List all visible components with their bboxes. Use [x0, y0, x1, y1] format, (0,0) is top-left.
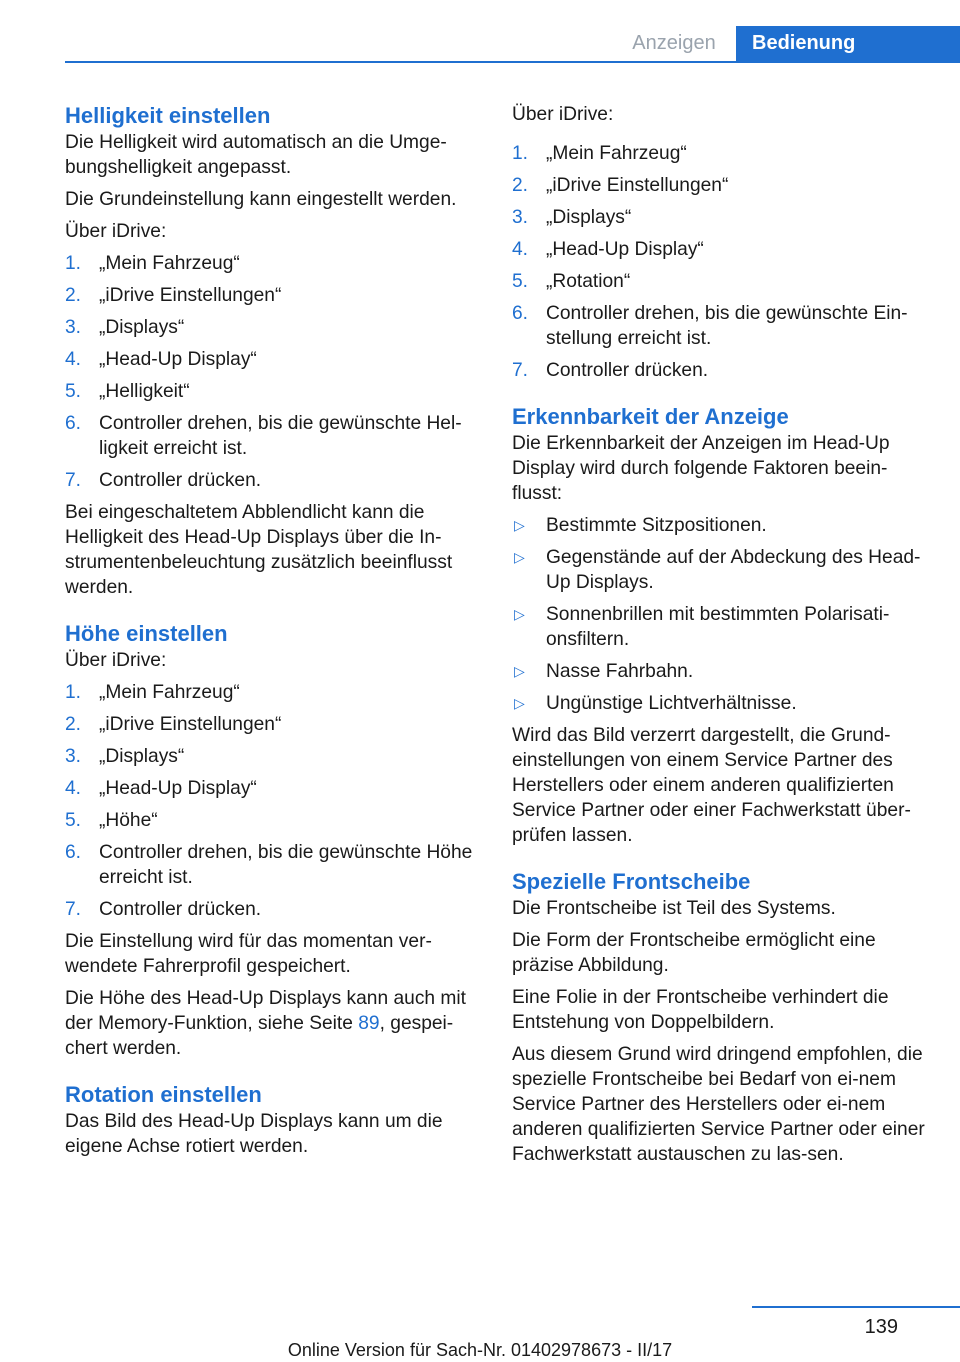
list-item [512, 269, 932, 294]
text-span: , gespei-chert werden. [65, 1013, 454, 1059]
step-text: „Höhe“ [99, 810, 158, 831]
step-text: „Mein Fahrzeug“ [99, 253, 240, 274]
section-title-hoehe: Höhe einstellen [65, 621, 228, 646]
bullet-text: Gegenstände auf der Abdeckung des Head-Up Displays. [546, 547, 921, 593]
step-number: 5. [65, 381, 82, 402]
list-item [65, 347, 485, 372]
step-number: 1. [65, 682, 82, 703]
step-number: 7. [512, 360, 529, 381]
step-number: 5. [512, 271, 529, 292]
factors-list [512, 513, 932, 716]
paragraph: Die Grundeinstellung kann eingestellt werden. [65, 189, 457, 210]
step-number: 1. [65, 253, 82, 274]
step-text: „Head-Up Display“ [99, 349, 257, 370]
steps-list-helligkeit [65, 251, 485, 493]
step-number: 2. [65, 714, 82, 735]
step-text: „Head-Up Display“ [546, 239, 704, 260]
step-text: „Mein Fahrzeug“ [99, 682, 240, 703]
paragraph: Eine Folie in der Frontscheibe verhindert die Entstehung von Doppelbildern. [512, 987, 889, 1033]
step-text: „Helligkeit“ [99, 381, 190, 402]
left-column [65, 102, 485, 1166]
step-number: 4. [65, 778, 82, 799]
list-item [512, 691, 932, 716]
header-rule [65, 61, 960, 63]
step-text: „Displays“ [546, 207, 632, 228]
step-number: 3. [512, 207, 529, 228]
list-item [65, 712, 485, 737]
step-number: 3. [65, 317, 82, 338]
list-item [65, 744, 485, 769]
list-item [512, 358, 932, 383]
paragraph: Die Erkennbarkeit der Anzeigen im Head-Up Display wird durch folgende Faktoren beein-flusst: [512, 433, 890, 504]
list-item [65, 315, 485, 340]
page-number: 139 [864, 1316, 898, 1338]
step-text: „iDrive Einstellungen“ [99, 714, 282, 735]
paragraph: Die Einstellung wird für das momentan ver-wendete Fahrerprofil gespeichert. [65, 931, 432, 977]
step-number: 2. [65, 285, 82, 306]
step-number: 7. [65, 470, 82, 491]
step-text: „Rotation“ [546, 271, 631, 292]
step-number: 2. [512, 175, 529, 196]
step-text: „iDrive Einstellungen“ [546, 175, 729, 196]
step-text: Controller drücken. [99, 470, 262, 491]
bullet-text: Sonnenbrillen mit bestimmten Polarisati-onsfiltern. [546, 604, 890, 650]
paragraph: Das Bild des Head-Up Displays kann um die eigene Achse rotiert werden. [65, 1111, 443, 1157]
page-link[interactable]: 89 [358, 1013, 380, 1034]
bullet-text: Bestimmte Sitzpositionen. [546, 515, 767, 536]
triangle-right-icon: ▷ [514, 663, 525, 679]
step-text: Controller drehen, bis die gewünschte Hel-ligkeit erreicht ist. [99, 413, 462, 459]
tab-anzeigen[interactable]: Anzeigen [632, 32, 716, 54]
list-item [512, 602, 932, 652]
section-title-rotation: Rotation einstellen [65, 1082, 262, 1107]
step-text: Controller drücken. [546, 360, 709, 381]
bullet-text: Nasse Fahrbahn. [546, 661, 694, 682]
paragraph: Über iDrive: [65, 221, 167, 242]
list-item [65, 897, 485, 922]
list-item [65, 411, 485, 461]
step-number: 6. [65, 413, 82, 434]
step-text: „Mein Fahrzeug“ [546, 143, 687, 164]
right-column [512, 102, 932, 1174]
step-text: „iDrive Einstellungen“ [99, 285, 282, 306]
step-text: Controller drehen, bis die gewünschte Ein-stellung erreicht ist. [546, 303, 908, 349]
list-item [65, 283, 485, 308]
list-item [512, 301, 932, 351]
step-number: 4. [512, 239, 529, 260]
step-number: 1. [512, 143, 529, 164]
list-item [512, 173, 932, 198]
paragraph: Über iDrive: [512, 104, 614, 125]
list-item [512, 659, 932, 684]
list-item [65, 251, 485, 276]
section-title-helligkeit: Helligkeit einstellen [65, 103, 271, 128]
step-number: 6. [65, 842, 82, 863]
bullet-text: Ungünstige Lichtverhältnisse. [546, 693, 797, 714]
steps-list-hoehe [65, 680, 485, 922]
list-item [512, 141, 932, 166]
step-text: Controller drücken. [99, 899, 262, 920]
steps-list-rotation [512, 141, 932, 383]
list-item [65, 680, 485, 705]
footer-version-text: Online Version für Sach-Nr. 01402978673 - II/17 [287, 1340, 673, 1360]
triangle-right-icon: ▷ [514, 695, 525, 711]
list-item [65, 840, 485, 890]
paragraph: Über iDrive: [65, 650, 167, 671]
step-number: 7. [65, 899, 82, 920]
paragraph [65, 986, 485, 1061]
section-title-frontscheibe: Spezielle Frontscheibe [512, 869, 751, 894]
text-span: Die Höhe des Head-Up Displays kann auch mit der Memory-Funktion, siehe Seite [65, 988, 466, 1034]
step-text: „Displays“ [99, 746, 185, 767]
footer-rule [752, 1306, 960, 1308]
step-text: „Displays“ [99, 317, 185, 338]
step-number: 5. [65, 810, 82, 831]
paragraph: Bei eingeschaltetem Abblendlicht kann die Helligkeit des Head-Up Displays über die In-strumentenbeleuchtung zusätzlich beeinflusst werden. [65, 502, 453, 598]
list-item [65, 468, 485, 493]
step-number: 6. [512, 303, 529, 324]
step-text: „Head-Up Display“ [99, 778, 257, 799]
section-title-erkennbarkeit: Erkennbarkeit der Anzeige [512, 404, 789, 429]
list-item [65, 808, 485, 833]
paragraph: Die Frontscheibe ist Teil des Systems. [512, 898, 836, 919]
paragraph: Wird das Bild verzerrt dargestellt, die Grund-einstellungen von einem Service Partner des Herstellers oder einem anderen qualifizierten Service Partner oder einer Fachwerkstatt über-prüfen lassen. [512, 725, 911, 846]
triangle-right-icon: ▷ [514, 606, 525, 622]
step-text: Controller drehen, bis die gewünschte Höhe erreicht ist. [99, 842, 473, 888]
list-item [512, 237, 932, 262]
list-item [512, 545, 932, 595]
list-item [512, 513, 932, 538]
step-number: 4. [65, 349, 82, 370]
list-item [65, 776, 485, 801]
step-number: 3. [65, 746, 82, 767]
paragraph: Die Form der Frontscheibe ermöglicht eine präzise Abbildung. [512, 930, 876, 976]
paragraph: Die Helligkeit wird automatisch an die Umge-bungshelligkeit angepasst. [65, 132, 447, 178]
triangle-right-icon: ▷ [514, 517, 525, 533]
paragraph: Aus diesem Grund wird dringend empfohlen, die spezielle Frontscheibe bei Bedarf von ei-nem Service Partner des Herstellers oder ei-nem anderen qualifizierten Service Partner oder einer Fachwerkstatt austauschen zu las-sen. [512, 1044, 925, 1165]
tab-bedienung[interactable]: Bedienung [736, 26, 960, 61]
triangle-right-icon: ▷ [514, 549, 525, 565]
list-item [512, 205, 932, 230]
list-item [65, 379, 485, 404]
